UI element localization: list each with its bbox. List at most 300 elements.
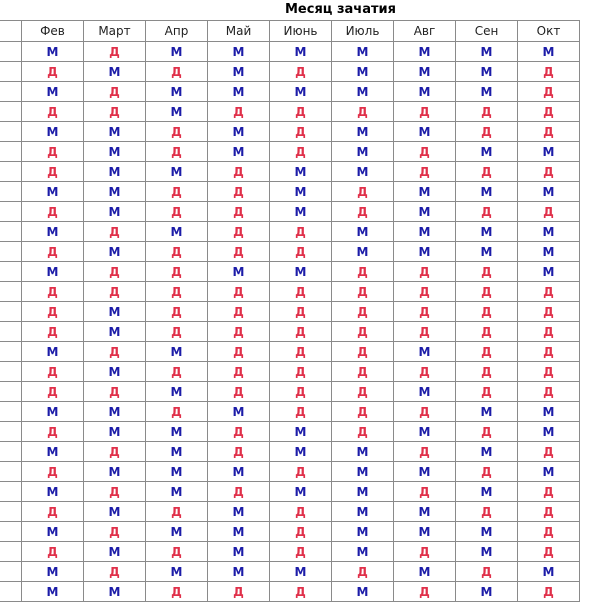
girl-cell: Д: [208, 242, 270, 262]
row-label-cell: [0, 462, 22, 482]
girl-cell: Д: [146, 62, 208, 82]
girl-cell: Д: [270, 542, 332, 562]
boy-cell: М: [84, 502, 146, 522]
girl-cell: Д: [394, 142, 456, 162]
girl-cell: Д: [146, 262, 208, 282]
table-row: [0, 62, 580, 82]
girl-cell: Д: [332, 362, 394, 382]
girl-cell: Д: [84, 522, 146, 542]
girl-cell: Д: [518, 482, 580, 502]
girl-cell: Д: [208, 202, 270, 222]
girl-cell: Д: [456, 302, 518, 322]
girl-cell: Д: [208, 342, 270, 362]
table-row: [0, 382, 580, 402]
boy-cell: М: [394, 562, 456, 582]
girl-cell: Д: [394, 582, 456, 602]
table-row: [0, 362, 580, 382]
boy-cell: М: [394, 242, 456, 262]
table-row: [0, 82, 580, 102]
boy-cell: М: [146, 482, 208, 502]
girl-cell: Д: [208, 362, 270, 382]
girl-cell: Д: [84, 262, 146, 282]
boy-cell: М: [456, 442, 518, 462]
table-row: [0, 202, 580, 222]
girl-cell: Д: [22, 242, 84, 262]
month-header: Май: [208, 21, 270, 42]
table-row: [0, 262, 580, 282]
girl-cell: Д: [84, 102, 146, 122]
boy-cell: М: [84, 62, 146, 82]
row-label-cell: [0, 242, 22, 262]
boy-cell: М: [332, 542, 394, 562]
boy-cell: М: [146, 102, 208, 122]
boy-cell: М: [22, 442, 84, 462]
boy-cell: М: [146, 342, 208, 362]
boy-cell: М: [146, 82, 208, 102]
boy-cell: М: [22, 42, 84, 62]
row-label-cell: [0, 202, 22, 222]
boy-cell: М: [394, 82, 456, 102]
girl-cell: Д: [332, 322, 394, 342]
boy-cell: М: [394, 62, 456, 82]
boy-cell: М: [270, 482, 332, 502]
month-header: Март: [84, 21, 146, 42]
row-label-cell: [0, 82, 22, 102]
boy-cell: М: [146, 522, 208, 542]
table-row: [0, 462, 580, 482]
boy-cell: М: [84, 582, 146, 602]
boy-cell: М: [146, 562, 208, 582]
girl-cell: Д: [518, 202, 580, 222]
boy-cell: М: [518, 242, 580, 262]
table-row: [0, 542, 580, 562]
girl-cell: Д: [456, 202, 518, 222]
boy-cell: М: [208, 502, 270, 522]
boy-cell: М: [456, 42, 518, 62]
boy-cell: М: [394, 202, 456, 222]
boy-cell: М: [270, 562, 332, 582]
boy-cell: М: [456, 82, 518, 102]
girl-cell: Д: [146, 302, 208, 322]
girl-cell: Д: [22, 502, 84, 522]
girl-cell: Д: [270, 102, 332, 122]
boy-cell: М: [84, 542, 146, 562]
girl-cell: Д: [518, 382, 580, 402]
table-row: [0, 482, 580, 502]
girl-cell: Д: [518, 502, 580, 522]
boy-cell: М: [84, 122, 146, 142]
boy-cell: М: [84, 302, 146, 322]
girl-cell: Д: [84, 82, 146, 102]
boy-cell: М: [518, 42, 580, 62]
boy-cell: М: [84, 162, 146, 182]
boy-cell: М: [270, 182, 332, 202]
table-row: [0, 522, 580, 542]
girl-cell: Д: [394, 482, 456, 502]
row-label-cell: [0, 582, 22, 602]
row-label-cell: [0, 562, 22, 582]
boy-cell: М: [332, 462, 394, 482]
table-row: [0, 182, 580, 202]
boy-cell: М: [270, 42, 332, 62]
row-label-cell: [0, 442, 22, 462]
girl-cell: Д: [270, 282, 332, 302]
girl-cell: Д: [394, 542, 456, 562]
boy-cell: М: [84, 322, 146, 342]
row-label-cell: [0, 122, 22, 142]
boy-cell: М: [270, 262, 332, 282]
row-label-cell: [0, 282, 22, 302]
boy-cell: М: [456, 182, 518, 202]
month-header: Фев: [22, 21, 84, 42]
boy-cell: М: [22, 122, 84, 142]
boy-cell: М: [518, 562, 580, 582]
boy-cell: М: [146, 222, 208, 242]
boy-cell: М: [208, 522, 270, 542]
girl-cell: Д: [518, 442, 580, 462]
girl-cell: Д: [22, 282, 84, 302]
boy-cell: М: [208, 262, 270, 282]
boy-cell: М: [22, 342, 84, 362]
boy-cell: М: [394, 462, 456, 482]
girl-cell: Д: [270, 582, 332, 602]
boy-cell: М: [456, 62, 518, 82]
row-label-cell: [0, 382, 22, 402]
girl-cell: Д: [270, 502, 332, 522]
girl-cell: Д: [270, 462, 332, 482]
boy-cell: М: [518, 262, 580, 282]
table-row: [0, 122, 580, 142]
row-label-cell: [0, 182, 22, 202]
girl-cell: Д: [332, 562, 394, 582]
girl-cell: Д: [518, 122, 580, 142]
boy-cell: М: [22, 82, 84, 102]
month-header: Авг: [394, 21, 456, 42]
row-label-cell: [0, 21, 22, 42]
girl-cell: Д: [270, 522, 332, 542]
month-header: Окт: [518, 21, 580, 42]
girl-cell: Д: [84, 382, 146, 402]
girl-cell: Д: [270, 382, 332, 402]
boy-cell: М: [84, 182, 146, 202]
row-label-cell: [0, 142, 22, 162]
girl-cell: Д: [84, 342, 146, 362]
girl-cell: Д: [332, 382, 394, 402]
boy-cell: М: [270, 202, 332, 222]
girl-cell: Д: [332, 402, 394, 422]
boy-cell: М: [456, 542, 518, 562]
girl-cell: Д: [332, 182, 394, 202]
table-row: [0, 282, 580, 302]
boy-cell: М: [332, 62, 394, 82]
boy-cell: М: [456, 222, 518, 242]
girl-cell: Д: [394, 262, 456, 282]
boy-cell: М: [22, 522, 84, 542]
girl-cell: Д: [518, 542, 580, 562]
girl-cell: Д: [518, 162, 580, 182]
table-row: [0, 502, 580, 522]
girl-cell: Д: [208, 222, 270, 242]
boy-cell: М: [394, 122, 456, 142]
row-label-cell: [0, 362, 22, 382]
boy-cell: М: [394, 182, 456, 202]
girl-cell: Д: [146, 402, 208, 422]
girl-cell: Д: [456, 382, 518, 402]
girl-cell: Д: [22, 302, 84, 322]
boy-cell: М: [208, 462, 270, 482]
girl-cell: Д: [208, 422, 270, 442]
boy-cell: М: [394, 42, 456, 62]
table-title: Месяц зачатия: [285, 2, 396, 17]
conception-table: [0, 20, 580, 602]
month-header: Апр: [146, 21, 208, 42]
girl-cell: Д: [84, 442, 146, 462]
boy-cell: М: [518, 142, 580, 162]
girl-cell: Д: [146, 282, 208, 302]
boy-cell: М: [394, 522, 456, 542]
girl-cell: Д: [332, 342, 394, 362]
girl-cell: Д: [518, 522, 580, 542]
boy-cell: М: [22, 182, 84, 202]
girl-cell: Д: [146, 542, 208, 562]
boy-cell: М: [518, 462, 580, 482]
girl-cell: Д: [518, 282, 580, 302]
table-body: [0, 21, 580, 602]
boy-cell: М: [332, 582, 394, 602]
table-row: [0, 442, 580, 462]
table-row: [0, 402, 580, 422]
girl-cell: Д: [22, 102, 84, 122]
row-label-cell: [0, 62, 22, 82]
boy-cell: М: [332, 42, 394, 62]
girl-cell: Д: [332, 282, 394, 302]
boy-cell: М: [456, 522, 518, 542]
row-label-cell: [0, 222, 22, 242]
boy-cell: М: [518, 402, 580, 422]
boy-cell: М: [332, 82, 394, 102]
girl-cell: Д: [208, 322, 270, 342]
boy-cell: М: [84, 422, 146, 442]
table-row: [0, 342, 580, 362]
girl-cell: Д: [146, 362, 208, 382]
girl-cell: Д: [270, 242, 332, 262]
girl-cell: Д: [456, 162, 518, 182]
row-label-cell: [0, 262, 22, 282]
girl-cell: Д: [456, 562, 518, 582]
girl-cell: Д: [22, 322, 84, 342]
girl-cell: Д: [146, 502, 208, 522]
girl-cell: Д: [146, 182, 208, 202]
boy-cell: М: [332, 242, 394, 262]
boy-cell: М: [332, 142, 394, 162]
girl-cell: Д: [270, 342, 332, 362]
boy-cell: М: [208, 62, 270, 82]
girl-cell: Д: [84, 562, 146, 582]
girl-cell: Д: [22, 362, 84, 382]
girl-cell: Д: [22, 202, 84, 222]
row-label-cell: [0, 542, 22, 562]
boy-cell: М: [332, 162, 394, 182]
row-label-cell: [0, 422, 22, 442]
girl-cell: Д: [456, 462, 518, 482]
girl-cell: Д: [270, 142, 332, 162]
boy-cell: М: [208, 122, 270, 142]
boy-cell: М: [146, 422, 208, 442]
boy-cell: М: [146, 382, 208, 402]
row-label-cell: [0, 102, 22, 122]
month-header: Сен: [456, 21, 518, 42]
girl-cell: Д: [456, 342, 518, 362]
boy-cell: М: [456, 582, 518, 602]
girl-cell: Д: [22, 382, 84, 402]
girl-cell: Д: [394, 442, 456, 462]
row-label-cell: [0, 162, 22, 182]
girl-cell: Д: [456, 502, 518, 522]
boy-cell: М: [332, 522, 394, 542]
boy-cell: М: [394, 422, 456, 442]
row-label-cell: [0, 482, 22, 502]
boy-cell: М: [22, 482, 84, 502]
row-label-cell: [0, 502, 22, 522]
table-row: [0, 222, 580, 242]
girl-cell: Д: [208, 102, 270, 122]
girl-cell: Д: [394, 302, 456, 322]
girl-cell: Д: [22, 422, 84, 442]
girl-cell: Д: [146, 242, 208, 262]
boy-cell: М: [22, 262, 84, 282]
boy-cell: М: [270, 162, 332, 182]
girl-cell: Д: [270, 402, 332, 422]
girl-cell: Д: [208, 482, 270, 502]
boy-cell: М: [332, 122, 394, 142]
boy-cell: М: [394, 222, 456, 242]
girl-cell: Д: [456, 102, 518, 122]
table-row: [0, 422, 580, 442]
girl-cell: Д: [146, 142, 208, 162]
girl-cell: Д: [22, 62, 84, 82]
boy-cell: М: [394, 382, 456, 402]
girl-cell: Д: [208, 302, 270, 322]
boy-cell: М: [456, 402, 518, 422]
boy-cell: М: [208, 42, 270, 62]
boy-cell: М: [208, 82, 270, 102]
girl-cell: Д: [84, 222, 146, 242]
boy-cell: М: [208, 142, 270, 162]
girl-cell: Д: [22, 462, 84, 482]
girl-cell: Д: [456, 282, 518, 302]
boy-cell: М: [22, 582, 84, 602]
girl-cell: Д: [456, 262, 518, 282]
boy-cell: М: [518, 222, 580, 242]
row-label-cell: [0, 522, 22, 542]
girl-cell: Д: [146, 582, 208, 602]
boy-cell: М: [456, 142, 518, 162]
girl-cell: Д: [208, 582, 270, 602]
girl-cell: Д: [332, 422, 394, 442]
girl-cell: Д: [208, 282, 270, 302]
girl-cell: Д: [456, 122, 518, 142]
girl-cell: Д: [518, 102, 580, 122]
girl-cell: Д: [518, 62, 580, 82]
row-label-cell: [0, 402, 22, 422]
boy-cell: М: [22, 222, 84, 242]
boy-cell: М: [332, 482, 394, 502]
table-row: [0, 302, 580, 322]
table-row: [0, 242, 580, 262]
girl-cell: Д: [518, 82, 580, 102]
table-row: [0, 322, 580, 342]
girl-cell: Д: [208, 382, 270, 402]
month-header-row: [0, 21, 580, 42]
boy-cell: М: [146, 462, 208, 482]
table-row: [0, 162, 580, 182]
boy-cell: М: [394, 342, 456, 362]
boy-cell: М: [84, 142, 146, 162]
boy-cell: М: [456, 242, 518, 262]
boy-cell: М: [84, 202, 146, 222]
girl-cell: Д: [518, 362, 580, 382]
girl-cell: Д: [332, 262, 394, 282]
boy-cell: М: [208, 562, 270, 582]
boy-cell: М: [22, 562, 84, 582]
girl-cell: Д: [518, 322, 580, 342]
boy-cell: М: [84, 402, 146, 422]
boy-cell: М: [146, 42, 208, 62]
girl-cell: Д: [332, 202, 394, 222]
girl-cell: Д: [270, 222, 332, 242]
girl-cell: Д: [84, 42, 146, 62]
boy-cell: М: [518, 182, 580, 202]
boy-cell: М: [270, 442, 332, 462]
girl-cell: Д: [208, 162, 270, 182]
boy-cell: М: [332, 502, 394, 522]
boy-cell: М: [84, 362, 146, 382]
girl-cell: Д: [456, 322, 518, 342]
boy-cell: М: [332, 442, 394, 462]
girl-cell: Д: [394, 102, 456, 122]
boy-cell: М: [146, 442, 208, 462]
girl-cell: Д: [22, 542, 84, 562]
girl-cell: Д: [270, 302, 332, 322]
row-label-cell: [0, 342, 22, 362]
table-row: [0, 102, 580, 122]
girl-cell: Д: [394, 402, 456, 422]
boy-cell: М: [84, 462, 146, 482]
girl-cell: Д: [518, 582, 580, 602]
boy-cell: М: [84, 242, 146, 262]
boy-cell: М: [146, 162, 208, 182]
boy-cell: М: [332, 222, 394, 242]
month-header: Июнь: [270, 21, 332, 42]
girl-cell: Д: [270, 322, 332, 342]
boy-cell: М: [22, 402, 84, 422]
table-row: [0, 42, 580, 62]
girl-cell: Д: [84, 282, 146, 302]
month-header: Июль: [332, 21, 394, 42]
girl-cell: Д: [394, 162, 456, 182]
girl-cell: Д: [146, 202, 208, 222]
girl-cell: Д: [270, 62, 332, 82]
table-row: [0, 582, 580, 602]
girl-cell: Д: [270, 122, 332, 142]
girl-cell: Д: [146, 322, 208, 342]
boy-cell: М: [518, 422, 580, 442]
row-label-cell: [0, 322, 22, 342]
boy-cell: М: [394, 502, 456, 522]
boy-cell: М: [270, 82, 332, 102]
girl-cell: Д: [22, 142, 84, 162]
boy-cell: М: [270, 422, 332, 442]
